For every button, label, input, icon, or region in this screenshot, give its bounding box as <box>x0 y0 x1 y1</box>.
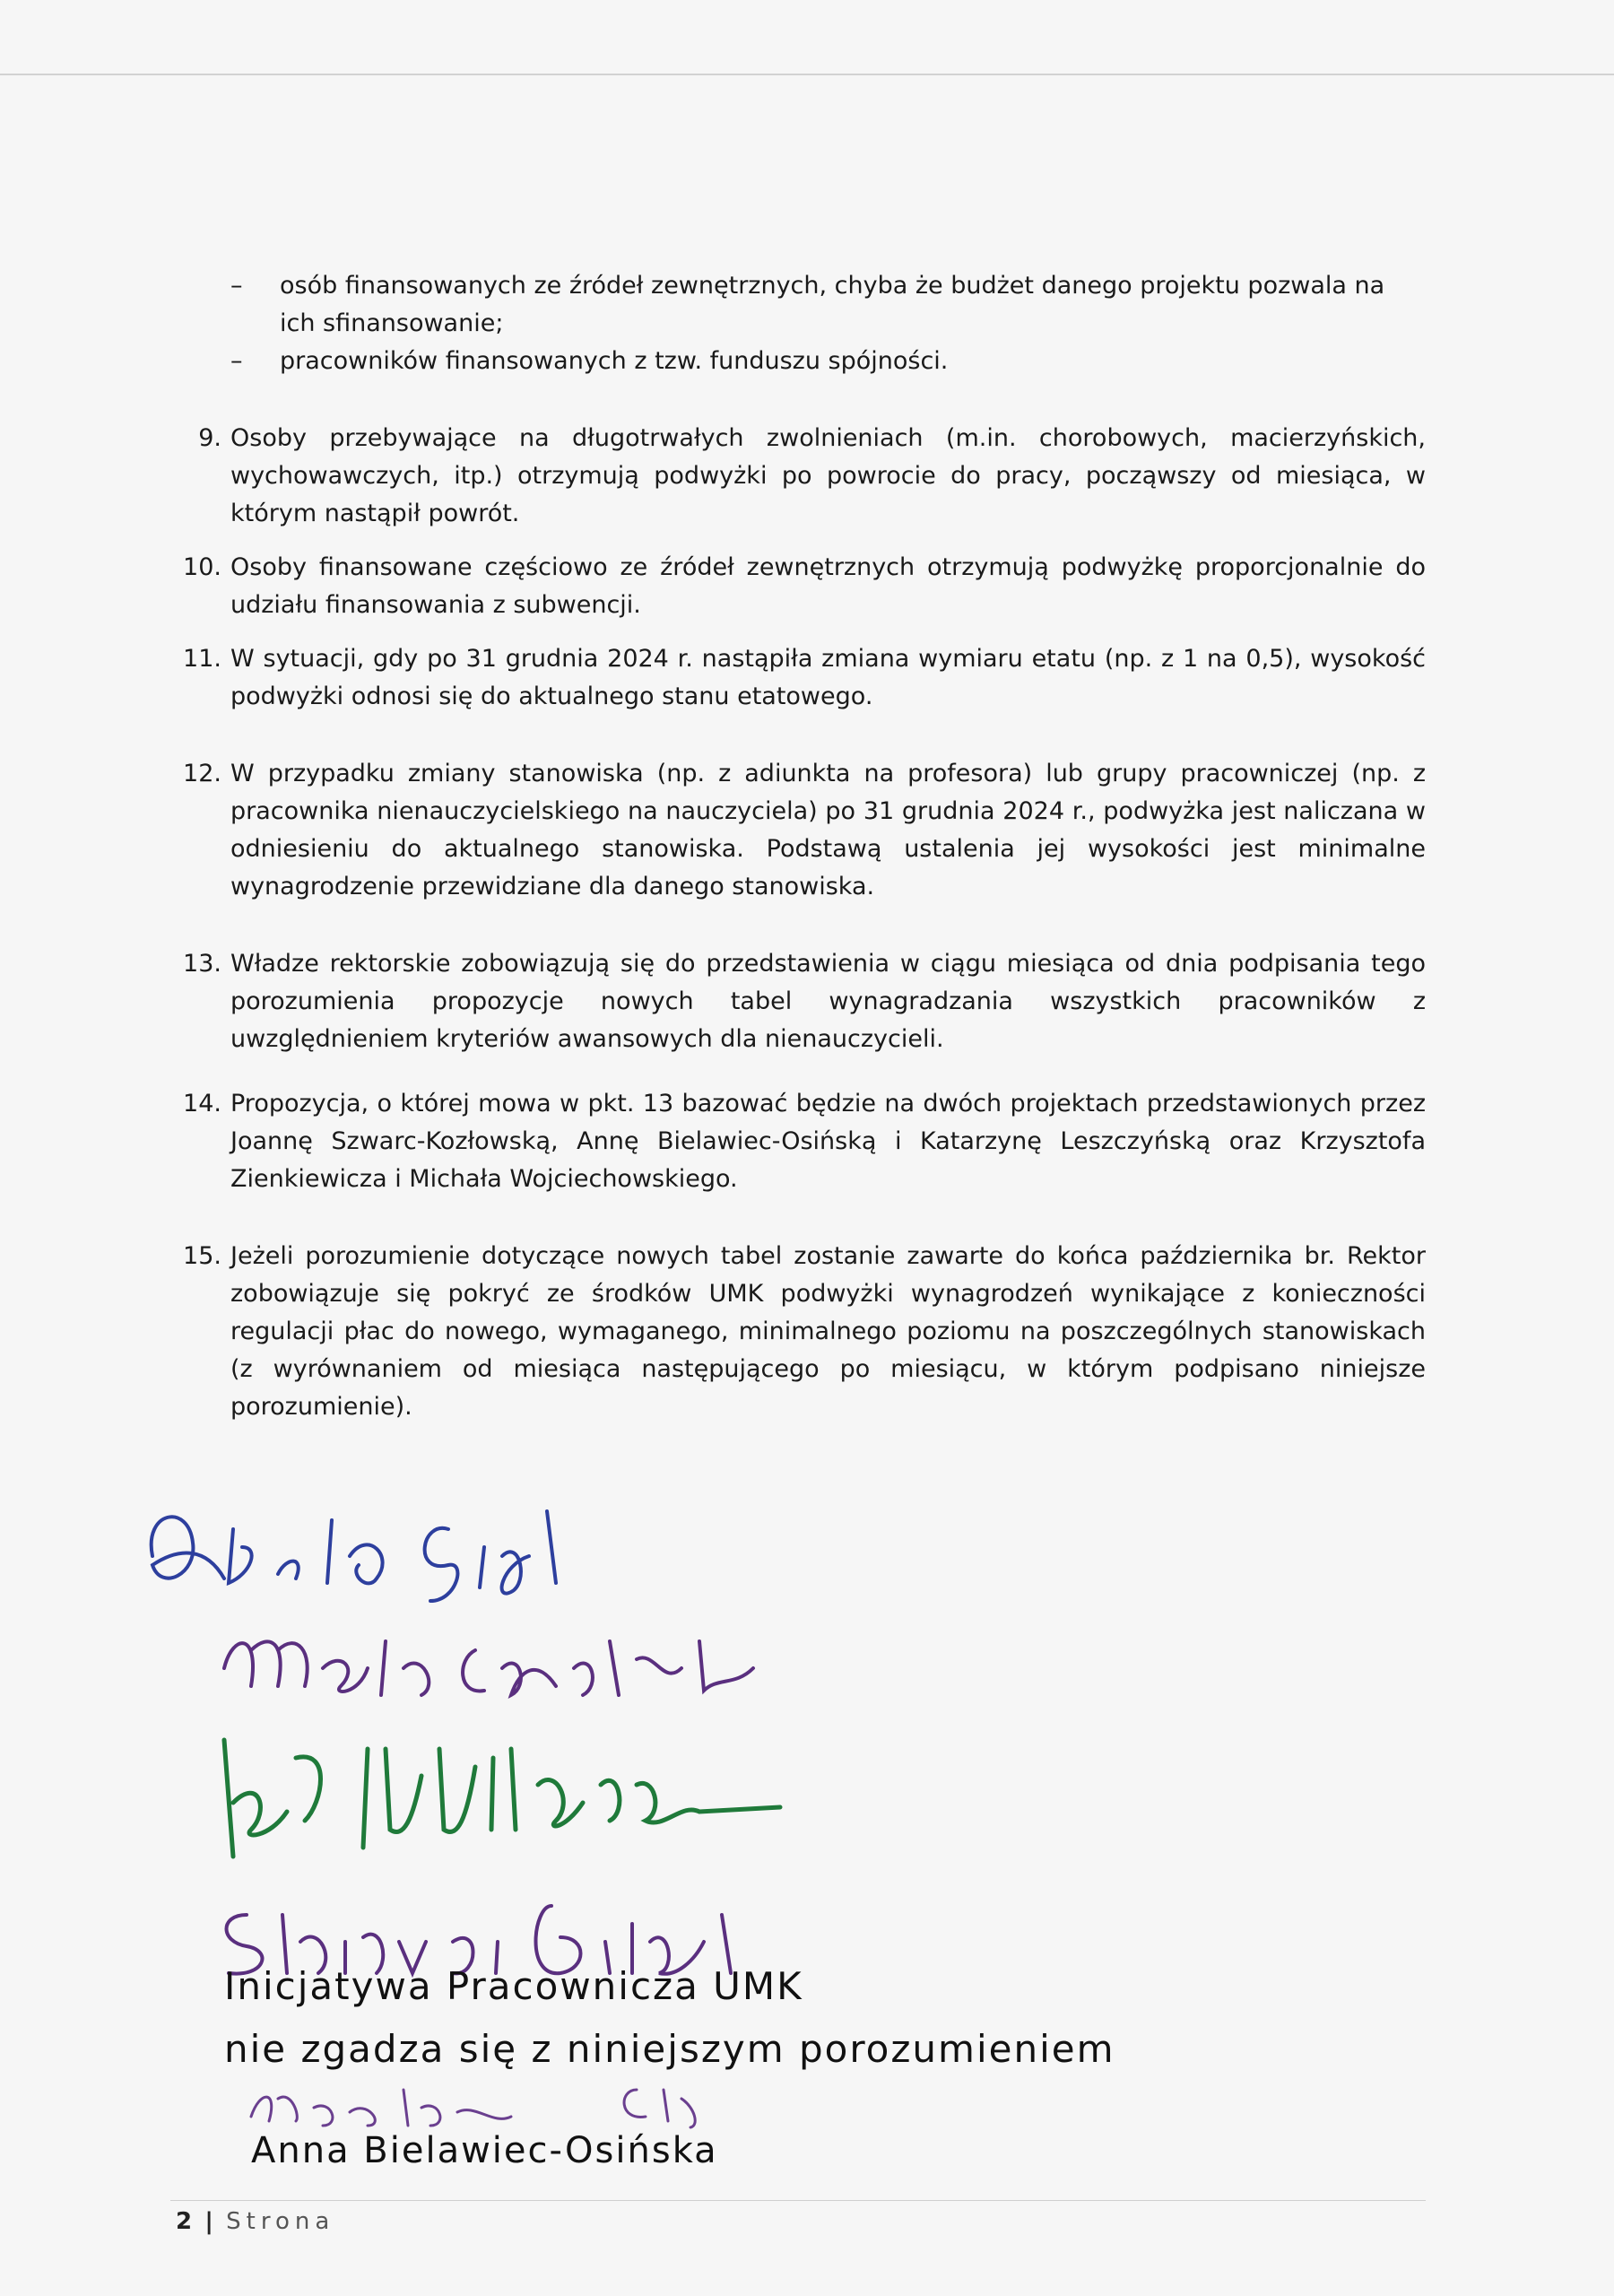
handwritten-signature-name: Anna Bielawiec-Osińska <box>251 2130 718 2171</box>
item-number: 11. <box>183 645 221 673</box>
numbered-item-9 <box>199 420 1426 533</box>
numbered-item-12 <box>183 755 1426 906</box>
page-label: Strona <box>226 2208 335 2235</box>
list-item <box>199 343 1426 380</box>
signature-purple <box>215 1614 825 1713</box>
footer-divider <box>170 2200 1426 2201</box>
item-number: 14. <box>183 1090 221 1118</box>
handwritten-note-line-1: Inicjatywa Pracownicza UMK <box>224 1964 803 2008</box>
list-item <box>199 267 1426 343</box>
page-number: 2 <box>176 2208 193 2235</box>
dash-bullet: – <box>230 347 243 375</box>
item-text: Propozycja, o której mowa w pkt. 13 bazować będzie na dwóch projektach przedstawionych przez Joannę Szwarc-Kozłowską, Annę Bielawiec-Osińską i Katarzynę Leszczyńską oraz Krzysztofa Zienkiewicza i Michała Wojciechowskiego. <box>230 1090 1426 1193</box>
item-text: Osoby finansowane częściowo ze źródeł zewnętrznych otrzymują podwyżkę proporcjonalnie do udziału finansowania z subwencji. <box>230 553 1426 619</box>
handwritten-note-line-2: nie zgadza się z niniejszym porozumieniem <box>224 2027 1115 2071</box>
signature-blue <box>126 1493 699 1619</box>
item-text: W przypadku zmiany stanowiska (np. z adiunkta na profesora) lub grupy pracowniczej (np. z pracownika nienauczycielskiego na nauczyciela) po 31 grudnia 2024 r., podwyżka jest naliczana w odniesieniu do aktualnego stanowiska. Podstawą ustalenia jej wysokości jest minimalne wynagrodzenie przewidziane dla danego stanowiska. <box>230 760 1426 900</box>
item-number: 10. <box>183 553 221 581</box>
numbered-item-10 <box>183 549 1426 624</box>
page-footer <box>176 2208 334 2235</box>
item-number: 9. <box>198 424 221 452</box>
scan-edge-line <box>0 74 1614 75</box>
dash-bullet: – <box>230 272 243 300</box>
numbered-item-14 <box>183 1085 1426 1198</box>
bullet-text: pracowników finansowanych z tzw. funduszu spójności. <box>280 347 949 375</box>
item-text: Władze rektorskie zobowiązują się do przedstawienia w ciągu miesiąca od dnia podpisania tego porozumienia propozycje nowych tabel wynagradzania wszystkich pracowników z uwzględnieniem kryteriów awansowych dla nienauczycieli. <box>230 950 1426 1053</box>
item-text: Osoby przebywające na długotrwałych zwolnieniach (m.in. chorobowych, macierzyńskich, wychowawczych, itp.) otrzymują podwyżki po powrocie do pracy, począwszy od miesiąca, w którym nastąpił powrót. <box>230 424 1426 527</box>
item-number: 12. <box>183 760 221 787</box>
numbered-item-13 <box>183 945 1426 1058</box>
signature-area <box>108 1480 1363 2197</box>
item-number: 15. <box>183 1242 221 1270</box>
bullet-text: osób finansowanych ze źródeł zewnętrznych, chyba że budżet danego projektu pozwala na ich sfinansowanie; <box>280 272 1385 337</box>
numbered-item-15 <box>183 1238 1426 1426</box>
item-text: Jeżeli porozumienie dotyczące nowych tabel zostanie zawarte do końca października br. Rektor zobowiązuje się pokryć ze środków UMK podwyżki wynagrodzeń wynikające z konieczności regulacji płac do nowego, wymaganego, minimalnego poziomu na poszczególnych stanowiskach (z wyrównaniem od miesiąca następującego po miesiącu, w którym podpisano niniejsze porozumienie). <box>230 1242 1426 1421</box>
document-body <box>183 267 1426 1426</box>
numbered-item-11 <box>183 640 1426 716</box>
signature-green <box>206 1722 816 1866</box>
item-text: W sytuacji, gdy po 31 grudnia 2024 r. nastąpiła zmiana wymiaru etatu (np. z 1 na 0,5), wysokość podwyżki odnosi się do aktualnego stanu etatowego. <box>230 645 1426 710</box>
footer-separator: | <box>204 2208 213 2235</box>
item-number: 13. <box>183 950 221 978</box>
signature-small-purple <box>242 2072 708 2135</box>
